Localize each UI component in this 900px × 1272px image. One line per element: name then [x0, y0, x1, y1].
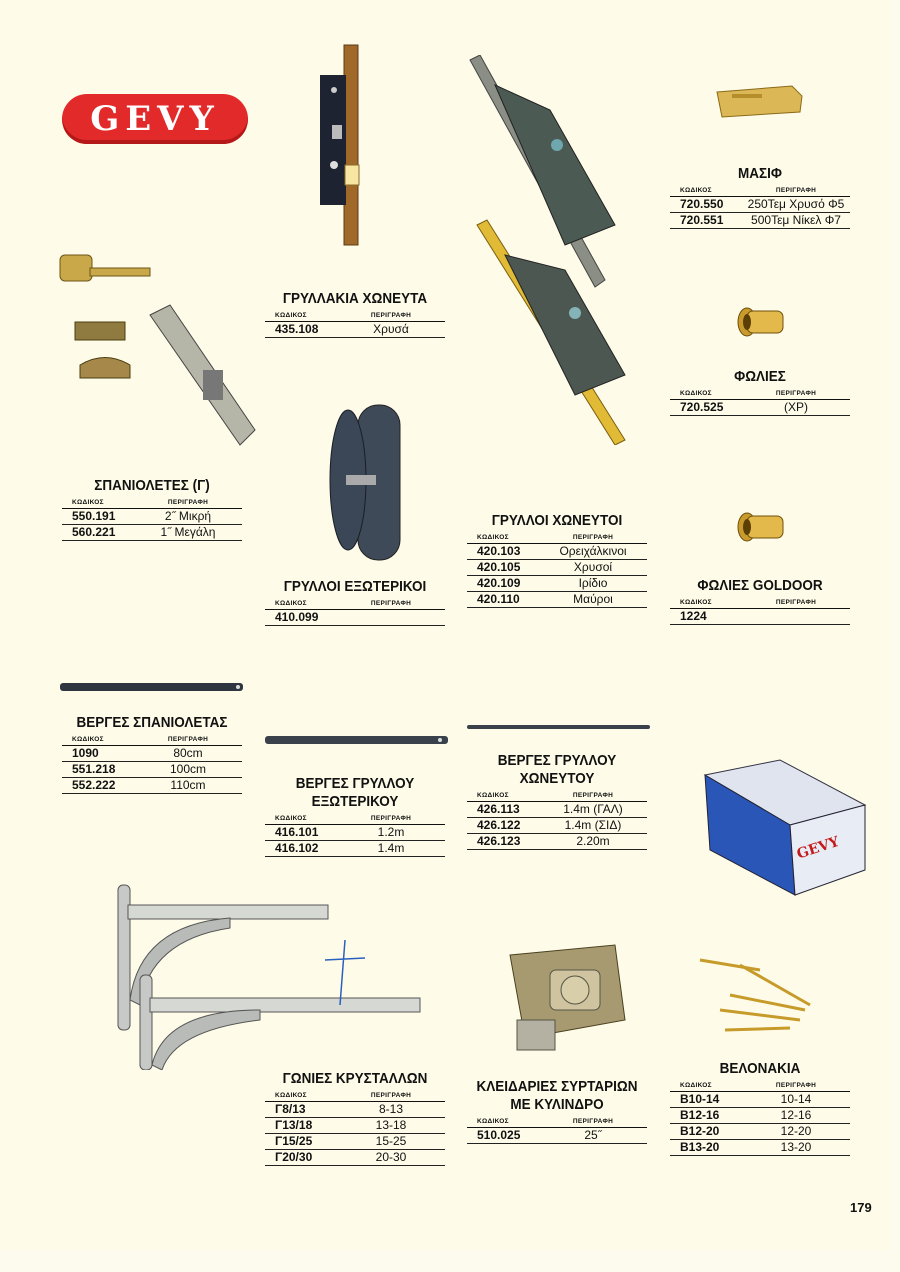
table-header: ΚΩΔΙΚΟΣ ΠΕΡΙΓΡΑΦΗ: [670, 386, 850, 400]
table-header: ΚΩΔΙΚΟΣ ΠΕΡΙΓΡΑΦΗ: [467, 1114, 647, 1128]
masif-block: [670, 165, 850, 229]
table-header: ΚΩΔΙΚΟΣ ΠΕΡΙΓΡΑΦΗ: [265, 1088, 445, 1102]
kleidaries-title-2: ΜΕ ΚΥΛΙΝΔΡΟ: [510, 1096, 604, 1113]
table-row: 560.221 1˝ Μεγάλη: [62, 525, 242, 541]
kleidaries-title-1: ΚΛΕΙΔΑΡΙΕΣ ΣΥΡΤΑΡΙΩΝ: [476, 1078, 638, 1095]
gonies-title: ΓΩΝΙΕΣ ΚΡΥΣΤΑΛΛΩΝ: [282, 1070, 428, 1087]
table-header: ΚΩΔΙΚΟΣ ΠΕΡΙΓΡΑΦΗ: [62, 495, 242, 509]
table-row: Γ20/30 20-30: [265, 1150, 445, 1166]
table-row: 426.122 1.4m (ΣΙΔ): [467, 818, 647, 834]
folies-goldoor-block: [670, 577, 850, 625]
folies-goldoor-title: ΦΩΛΙΕΣ GOLDOOR: [697, 577, 823, 594]
table-row: 426.113 1.4m (ΓΑΛ): [467, 802, 647, 818]
verges-span-illustration: [60, 680, 245, 694]
table-row: 1090 80cm: [62, 746, 242, 762]
masif-illustration: [712, 82, 807, 122]
velonakia-box-illustration: [700, 755, 870, 905]
table-row: 420.109 Ιρίδιο: [467, 576, 647, 592]
gryloi-ex-block: [265, 578, 445, 626]
page-number: 179: [850, 1200, 872, 1215]
folies-goldoor-illustration: [735, 510, 790, 545]
table-row: 552.222 110cm: [62, 778, 242, 794]
gryloi-ex-illustration: [318, 400, 408, 565]
gonies-block: [265, 1070, 445, 1166]
verges-gr-ex-title-1: ΒΕΡΓΕΣ ΓΡΥΛΛΟΥ: [295, 775, 415, 792]
table-header: ΚΩΔΙΚΟΣ ΠΕΡΙΓΡΑΦΗ: [670, 1078, 850, 1092]
table-row: Β12-20 12-20: [670, 1124, 850, 1140]
table-row: 410.099: [265, 610, 445, 626]
gryloi-xoneytoi-illustration: [465, 55, 635, 445]
box-label: GEVY: [794, 833, 842, 863]
table-row: 510.025 25˝: [467, 1128, 647, 1144]
folies-title: ΦΩΛΙΕΣ: [734, 368, 786, 385]
spanioletes-title: ΣΠΑΝΙΟΛΕΤΕΣ (Γ): [94, 477, 210, 494]
table-row: 420.103 Ορειχάλκινοι: [467, 544, 647, 560]
table-header: ΚΩΔΙΚΟΣ ΠΕΡΙΓΡΑΦΗ: [265, 811, 445, 825]
gevy-logo: GEVY: [62, 94, 248, 144]
velonakia-illustration: [690, 950, 825, 1040]
grylakia-title: ΓΡΥΛΛΑΚΙΑ ΧΩΝΕΥΤΑ: [282, 290, 428, 307]
verges-gr-xon-block: [467, 752, 647, 850]
gonies-illustration: [100, 880, 430, 1070]
table-header: ΚΩΔΙΚΟΣ ΠΕΡΙΓΡΑΦΗ: [670, 183, 850, 197]
table-row: 720.550 250Τεμ Χρυσό Φ5: [670, 197, 850, 213]
grylakia-illustration: [310, 40, 370, 250]
table-header: ΚΩΔΙΚΟΣ ΠΕΡΙΓΡΑΦΗ: [62, 732, 242, 746]
verges-gr-xon-title-1: ΒΕΡΓΕΣ ΓΡΥΛΛΟΥ: [497, 752, 617, 769]
gryloi-xoneytoi-title: ΓΡΥΛΛΟΙ ΧΩΝΕΥΤΟΙ: [491, 512, 623, 529]
velonakia-title: ΒΕΛΟΝΑΚΙΑ: [719, 1060, 801, 1077]
table-row: 720.525 (ΧΡ): [670, 400, 850, 416]
verges-gr-xon-title-2: ΧΩΝΕΥΤΟΥ: [519, 770, 595, 787]
gryloi-xoneytoi-block: [467, 512, 647, 608]
table-row: 720.551 500Τεμ Νίκελ Φ7: [670, 213, 850, 229]
table-header: ΚΩΔΙΚΟΣ ΠΕΡΙΓΡΑΦΗ: [265, 596, 445, 610]
verges-span-title: ΒΕΡΓΕΣ ΣΠΑΝΙΟΛΕΤΑΣ: [76, 714, 228, 731]
verges-gr-ex-block: [265, 775, 445, 857]
spanioletes-block: [62, 477, 242, 541]
velonakia-block: [670, 1060, 850, 1156]
table-header: ΚΩΔΙΚΟΣ ΠΕΡΙΓΡΑΦΗ: [265, 308, 445, 322]
verges-gr-xon-illustration: [467, 722, 652, 732]
table-row: Β12-16 12-16: [670, 1108, 850, 1124]
table-row: Β10-14 10-14: [670, 1092, 850, 1108]
spanioletes-illustration: [55, 250, 260, 455]
masif-title: ΜΑΣΙΦ: [738, 165, 782, 182]
table-row: Γ13/18 13-18: [265, 1118, 445, 1134]
table-row: 551.218 100cm: [62, 762, 242, 778]
table-row: 435.108 Χρυσά: [265, 322, 445, 338]
kleidaries-illustration: [495, 940, 630, 1055]
folies-block: [670, 368, 850, 416]
table-row: 1224: [670, 609, 850, 625]
table-header: ΚΩΔΙΚΟΣ ΠΕΡΙΓΡΑΦΗ: [467, 788, 647, 802]
verges-gr-ex-title-2: ΕΞΩΤΕΡΙΚΟΥ: [311, 793, 399, 810]
table-row: 426.123 2.20m: [467, 834, 647, 850]
table-row: 420.105 Χρυσοί: [467, 560, 647, 576]
table-row: 416.102 1.4m: [265, 841, 445, 857]
verges-gr-ex-illustration: [265, 733, 450, 747]
table-row: Γ8/13 8-13: [265, 1102, 445, 1118]
table-header: ΚΩΔΙΚΟΣ ΠΕΡΙΓΡΑΦΗ: [670, 595, 850, 609]
table-header: ΚΩΔΙΚΟΣ ΠΕΡΙΓΡΑΦΗ: [467, 530, 647, 544]
gryloi-ex-title: ΓΡΥΛΛΟΙ ΕΞΩΤΕΡΙΚΟΙ: [283, 578, 427, 595]
kleidaries-block: [467, 1078, 647, 1144]
table-row: Γ15/25 15-25: [265, 1134, 445, 1150]
folies-illustration: [735, 305, 790, 340]
table-row: 416.101 1.2m: [265, 825, 445, 841]
table-row: 550.191 2˝ Μικρή: [62, 509, 242, 525]
verges-span-block: [62, 714, 242, 794]
table-row: 420.110 Μαύροι: [467, 592, 647, 608]
grylakia-block: [265, 290, 445, 338]
table-row: Β13-20 13-20: [670, 1140, 850, 1156]
